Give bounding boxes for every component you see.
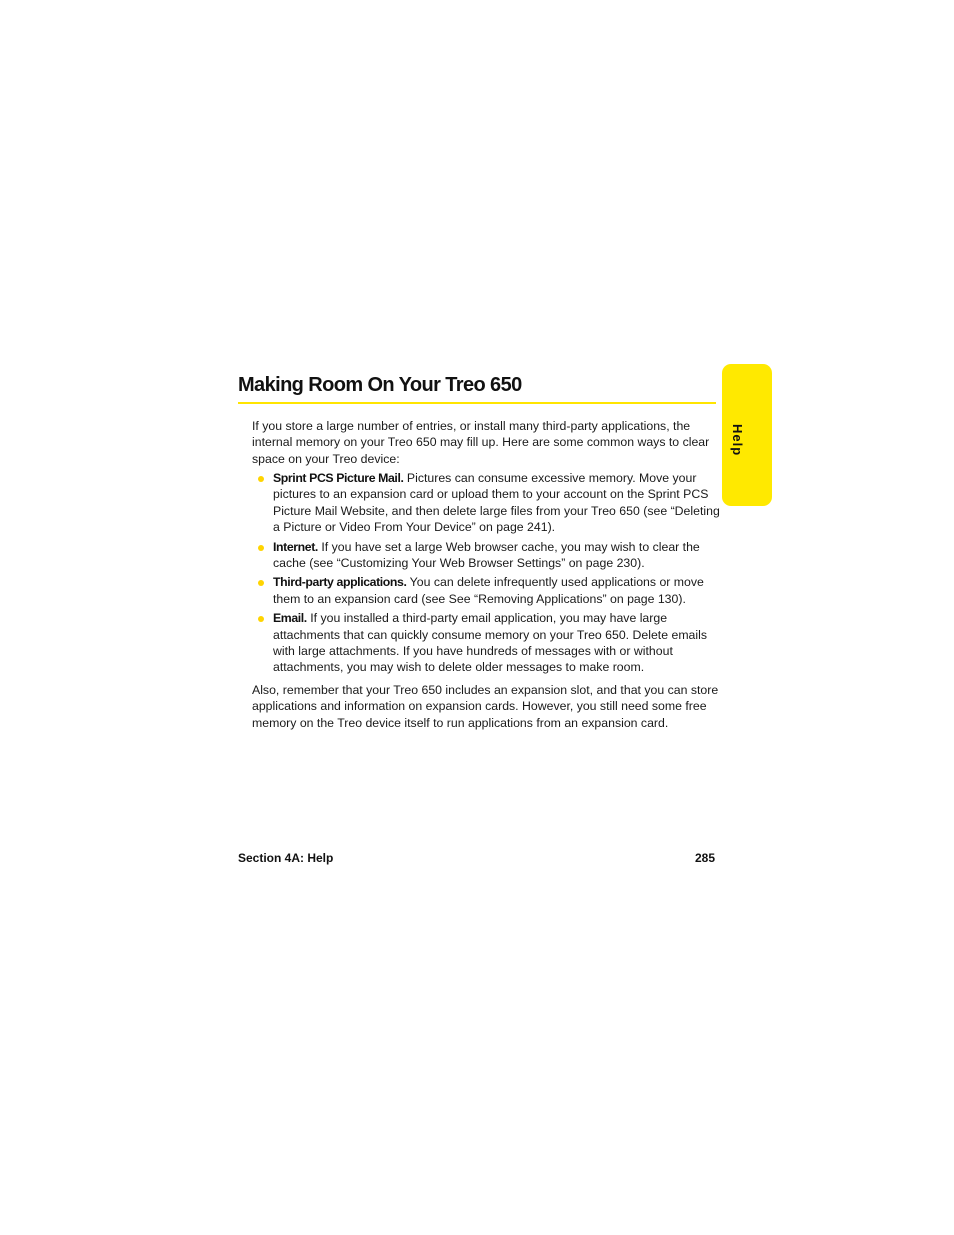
bullet-text: You can delete infrequently used applications or move them to an expansion card (see See “Removing Applications” on page 130). (273, 575, 704, 606)
footer-section-label: Section 4A: Help (238, 851, 334, 865)
bullet-text: If you have set a large Web browser cache, you may wish to clear the cache (see “Customizing Your Web Browser Settings” on page 230). (273, 539, 700, 571)
bullet-text: If you installed a third-party email application, you may have large attachments that can quickly consume memory on your Treo 650. Delete emails with large attachments. If you have hundreds of messages with or without attachments, you may wish to delete older messages to make room. (273, 611, 708, 675)
bullet-lead: Third-party applications. (273, 575, 407, 590)
bullet-icon (258, 545, 264, 551)
bullet-icon (258, 476, 264, 482)
bullet-icon (258, 580, 264, 586)
bullet-lead: Email. (273, 611, 307, 626)
intro-paragraph: If you store a large number of entries, or install many third-party applications, the internal memory on your Treo 650 may fill up. Here are some common ways to clear space on your Treo device: (252, 419, 710, 466)
closing-paragraph: Also, remember that your Treo 650 includes an expansion slot, and that you can store applications and information on expansion cards. However, you still need some free memory on the Treo device itself to run applications from an expansion card. (252, 683, 719, 730)
bullet-lead: Internet. (273, 539, 318, 554)
tips-list (252, 470, 722, 679)
bullet-lead: Sprint PCS Picture Mail. (273, 471, 404, 485)
list-item (252, 610, 722, 676)
list-item (252, 539, 722, 572)
page-title: Making Room On Your Treo 650 (238, 374, 522, 396)
title-underline (238, 402, 716, 404)
list-item (252, 470, 722, 536)
footer-page-number: 285 (694, 851, 715, 865)
list-item (252, 574, 722, 607)
section-tab-label: Help (730, 424, 745, 457)
bullet-icon (258, 616, 264, 622)
bullet-text: Pictures can consume excessive memory. Move your pictures to an expansion card or upload them to your account on the Sprint PCS Picture Mail Website, and then delete large files from your Treo 650 (see “Deleting a Picture or Video From Your Device” on page 241). (273, 471, 720, 535)
